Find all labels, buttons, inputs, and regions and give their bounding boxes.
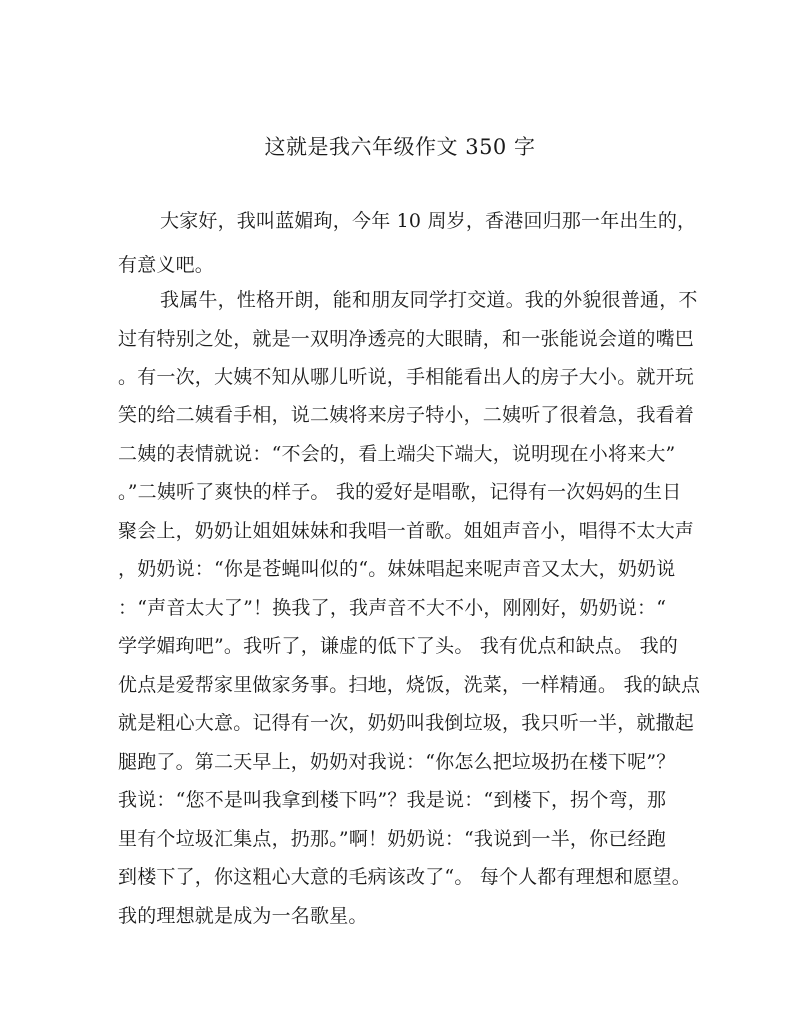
text-line: 学学媚珣吧”。我听了，谦虚的低下了头。 我有优点和缺点。 我的	[118, 635, 678, 657]
text-line: 腿跑了。第二天早上，奶奶对我说：“你怎么把垃圾扔在楼下呢”？	[118, 751, 676, 773]
text-line: ，奶奶说：“你是苍蝇叫似的“。妹妹唱起来呢声音又太大，奶奶说	[118, 558, 676, 580]
text-line: 聚会上，奶奶让姐姐妹妹和我唱一首歌。姐姐声音小，唱得不太大声	[118, 520, 695, 542]
text-line: 笑的给二姨看手相，说二姨将来房子特小，二姨听了很着急，我看着	[118, 404, 695, 426]
text-line: 就是粗心大意。记得有一次，奶奶叫我倒垃圾，我只听一半，就撒起	[118, 712, 695, 734]
text-line: 大家好，我叫蓝媚珣，今年 10 周岁，香港回归那一年出生的，	[160, 210, 697, 232]
text-line: 到楼下了，你这粗心大意的毛病该改了“。 每个人都有理想和愿望。	[118, 866, 691, 888]
document-title: 这就是我六年级作文 350 字	[264, 135, 536, 159]
text-line: 里有个垃圾汇集点，扔那。”啊！奶奶说：“我说到一半，你已经跑	[118, 828, 666, 850]
text-line: 过有特别之处，就是一双明净透亮的大眼睛，和一张能说会道的嘴巴	[118, 328, 695, 350]
text-line: 。”二姨听了爽快的样子。 我的爱好是唱歌，记得有一次妈妈的生日	[118, 481, 682, 503]
text-line: ：“声音太大了”！换我了，我声音不大不小，刚刚好，奶奶说：“	[118, 597, 667, 619]
text-line: 。有一次，大姨不知从哪儿听说，手相能看出人的房子大小。就开玩	[118, 366, 695, 388]
text-line: 优点是爱帮家里做家务事。扫地，烧饭，洗菜，一样精通。 我的缺点	[118, 674, 701, 696]
text-line: 我属牛，性格开朗，能和朋友同学打交道。我的外貌很普通，不	[160, 289, 698, 311]
text-line: 我说：“您不是叫我拿到楼下吗”？我是说：“到楼下，拐个弯，那	[118, 789, 667, 811]
text-line: 有意义吧。	[118, 254, 215, 276]
text-line: 我的理想就是成为一名歌星。	[118, 905, 368, 927]
text-line: 二姨的表情就说：“不会的，看上端尖下端大，说明现在小将来大”	[118, 443, 676, 465]
